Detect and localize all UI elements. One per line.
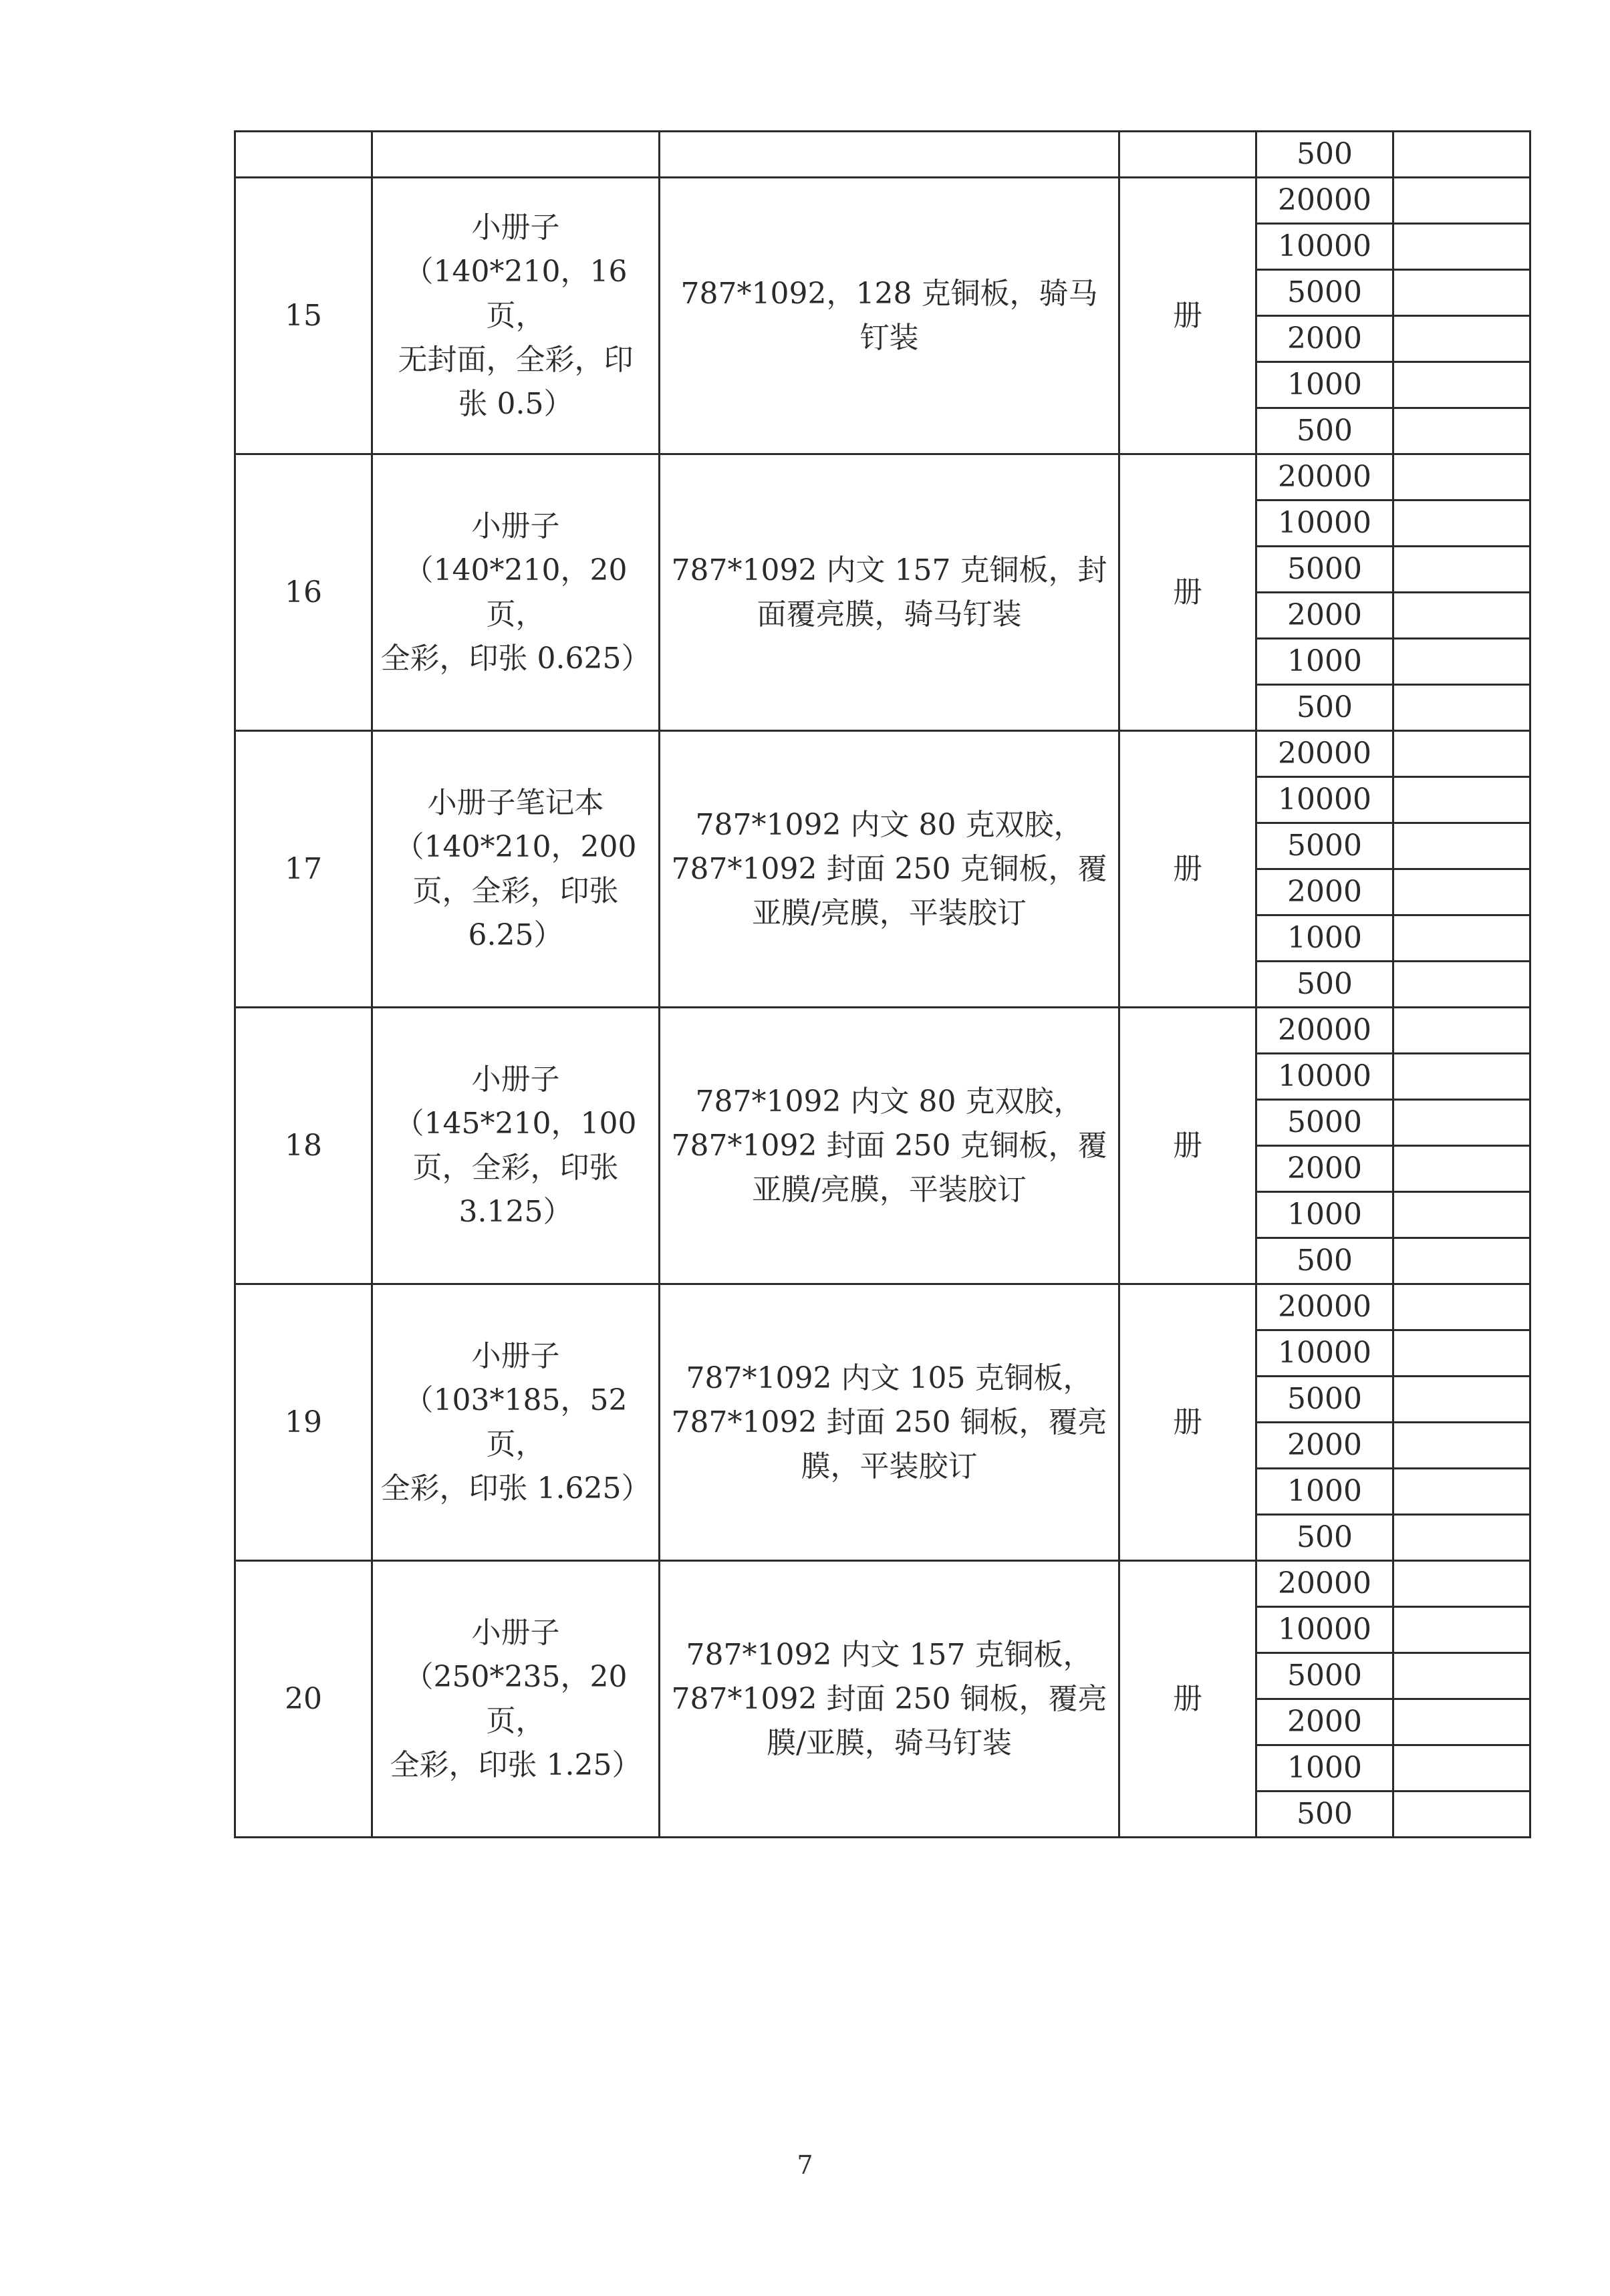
quantity-cell: 1000 (1256, 1745, 1393, 1791)
price-cell[interactable] (1393, 1699, 1530, 1745)
quantity-cell: 20000 (1256, 731, 1393, 777)
item-unit-cell (1119, 132, 1256, 178)
quantity-cell: 10000 (1256, 777, 1393, 823)
quantity-cell: 2000 (1256, 1423, 1393, 1469)
table-row (235, 1284, 1530, 1330)
quantity-cell: 5000 (1256, 1100, 1393, 1146)
table-row (235, 454, 1530, 500)
quantity-cell: 2000 (1256, 593, 1393, 639)
price-cell[interactable] (1393, 1330, 1530, 1377)
price-cell[interactable] (1393, 1469, 1530, 1515)
quantity-cell: 1000 (1256, 639, 1393, 685)
item-unit-cell: 册 (1119, 731, 1256, 1008)
item-spec-cell: 787*1092 内文 105 克铜板， 787*1092 封面 250 铜板，覆亮 膜，平装胶订 (660, 1284, 1119, 1561)
item-number-cell (235, 132, 372, 178)
price-cell[interactable] (1393, 915, 1530, 962)
price-cell[interactable] (1393, 1008, 1530, 1054)
price-cell[interactable] (1393, 1745, 1530, 1791)
price-cell[interactable] (1393, 1284, 1530, 1330)
quantity-cell: 10000 (1256, 1607, 1393, 1653)
item-number-cell: 20 (235, 1561, 372, 1838)
quantity-cell: 2000 (1256, 1699, 1393, 1745)
quantity-cell: 20000 (1256, 454, 1393, 500)
price-cell[interactable] (1393, 362, 1530, 408)
price-cell[interactable] (1393, 731, 1530, 777)
price-cell[interactable] (1393, 224, 1530, 270)
quantity-cell: 500 (1256, 1238, 1393, 1284)
quantity-cell: 10000 (1256, 1054, 1393, 1100)
price-cell[interactable] (1393, 547, 1530, 593)
item-number-cell: 19 (235, 1284, 372, 1561)
item-name-cell: 小册子笔记本 （140*210，200 页，全彩，印张 6.25） (372, 731, 660, 1008)
item-number-cell: 15 (235, 178, 372, 454)
price-cell[interactable] (1393, 1054, 1530, 1100)
price-cell[interactable] (1393, 1146, 1530, 1192)
quantity-cell: 20000 (1256, 1284, 1393, 1330)
price-cell[interactable] (1393, 1423, 1530, 1469)
table-row (235, 1561, 1530, 1607)
item-unit-cell: 册 (1119, 1284, 1256, 1561)
item-unit-cell: 册 (1119, 1008, 1256, 1284)
price-cell[interactable] (1393, 1653, 1530, 1699)
item-spec-cell: 787*1092 内文 157 克铜板， 787*1092 封面 250 铜板，覆亮 膜/亚膜，骑马钉装 (660, 1561, 1119, 1838)
quantity-cell: 10000 (1256, 1330, 1393, 1377)
price-cell[interactable] (1393, 777, 1530, 823)
quantity-cell: 500 (1256, 1515, 1393, 1561)
item-name-cell: 小册子 （103*185，52 页， 全彩，印张 1.625） (372, 1284, 660, 1561)
quantity-cell: 2000 (1256, 1146, 1393, 1192)
quantity-cell: 500 (1256, 685, 1393, 731)
price-cell[interactable] (1393, 639, 1530, 685)
item-spec-cell (660, 132, 1119, 178)
quantity-cell: 500 (1256, 132, 1393, 178)
item-unit-cell: 册 (1119, 178, 1256, 454)
quantity-cell: 1000 (1256, 1192, 1393, 1238)
item-number-cell: 18 (235, 1008, 372, 1284)
item-name-cell: 小册子 （140*210，20 页， 全彩，印张 0.625） (372, 454, 660, 731)
table-row-continuation (235, 132, 1530, 178)
price-cell[interactable] (1393, 1377, 1530, 1423)
table-body (235, 132, 1530, 1838)
item-spec-cell: 787*1092 内文 157 克铜板，封 面覆亮膜，骑马钉装 (660, 454, 1119, 731)
item-name-cell: 小册子 （250*235，20 页， 全彩，印张 1.25） (372, 1561, 660, 1838)
item-spec-cell: 787*1092，128 克铜板，骑马 钉装 (660, 178, 1119, 454)
quantity-cell: 1000 (1256, 915, 1393, 962)
item-spec-cell: 787*1092 内文 80 克双胶， 787*1092 封面 250 克铜板，覆 亚膜/亮膜，平装胶订 (660, 731, 1119, 1008)
price-cell[interactable] (1393, 454, 1530, 500)
quantity-cell: 5000 (1256, 547, 1393, 593)
price-cell[interactable] (1393, 316, 1530, 362)
page-number: 7 (797, 2150, 813, 2180)
item-spec-cell: 787*1092 内文 80 克双胶， 787*1092 封面 250 克铜板，覆 亚膜/亮膜，平装胶订 (660, 1008, 1119, 1284)
quantity-cell: 5000 (1256, 270, 1393, 316)
price-cell[interactable] (1393, 500, 1530, 547)
table-row (235, 1008, 1530, 1054)
quantity-cell: 10000 (1256, 224, 1393, 270)
price-cell[interactable] (1393, 869, 1530, 915)
price-cell[interactable] (1393, 1238, 1530, 1284)
quantity-cell: 500 (1256, 962, 1393, 1008)
quantity-cell: 500 (1256, 1791, 1393, 1838)
price-cell[interactable] (1393, 1607, 1530, 1653)
quantity-cell: 20000 (1256, 1561, 1393, 1607)
price-cell[interactable] (1393, 270, 1530, 316)
quantity-cell: 1000 (1256, 362, 1393, 408)
price-table (234, 130, 1531, 1838)
price-cell[interactable] (1393, 1561, 1530, 1607)
price-cell[interactable] (1393, 1791, 1530, 1838)
item-name-cell: 小册子 （145*210，100 页，全彩，印张 3.125） (372, 1008, 660, 1284)
quantity-cell: 2000 (1256, 869, 1393, 915)
price-cell[interactable] (1393, 962, 1530, 1008)
quantity-cell: 5000 (1256, 823, 1393, 869)
quantity-cell: 20000 (1256, 1008, 1393, 1054)
item-unit-cell: 册 (1119, 1561, 1256, 1838)
item-unit-cell: 册 (1119, 454, 1256, 731)
table-row (235, 731, 1530, 777)
price-cell[interactable] (1393, 132, 1530, 178)
quantity-cell: 1000 (1256, 1469, 1393, 1515)
price-cell[interactable] (1393, 408, 1530, 454)
quantity-cell: 5000 (1256, 1653, 1393, 1699)
price-cell[interactable] (1393, 1515, 1530, 1561)
quantity-cell: 5000 (1256, 1377, 1393, 1423)
item-number-cell: 17 (235, 731, 372, 1008)
item-number-cell: 16 (235, 454, 372, 731)
price-cell[interactable] (1393, 178, 1530, 224)
price-cell[interactable] (1393, 685, 1530, 731)
quantity-cell: 2000 (1256, 316, 1393, 362)
price-cell[interactable] (1393, 593, 1530, 639)
quantity-cell: 20000 (1256, 178, 1393, 224)
item-name-cell: 小册子 （140*210，16 页， 无封面，全彩，印 张 0.5） (372, 178, 660, 454)
price-cell[interactable] (1393, 1192, 1530, 1238)
price-cell[interactable] (1393, 823, 1530, 869)
quantity-cell: 10000 (1256, 500, 1393, 547)
quantity-cell: 500 (1256, 408, 1393, 454)
price-cell[interactable] (1393, 1100, 1530, 1146)
item-name-cell (372, 132, 660, 178)
table-row (235, 178, 1530, 224)
